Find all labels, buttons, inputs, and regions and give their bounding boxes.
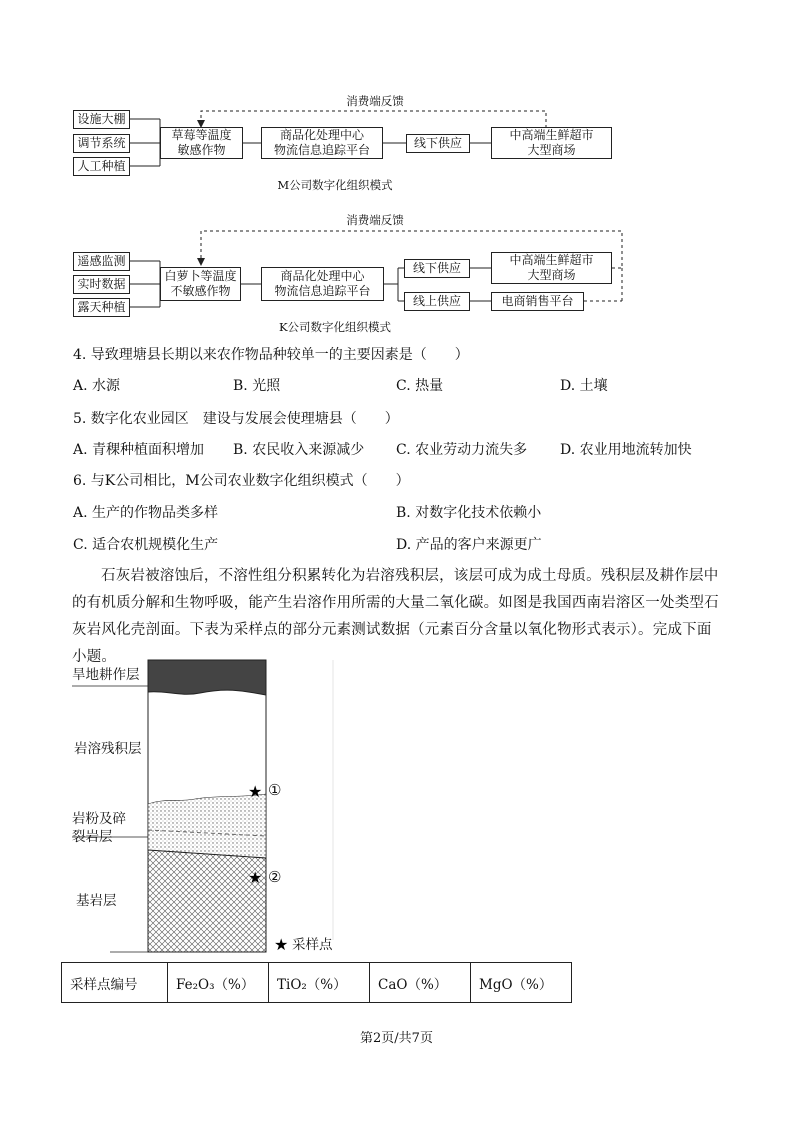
k-crop-box: 白萝卜等温度 不敏感作物: [160, 267, 241, 301]
layer-label-bedrock: 基岩层: [76, 893, 117, 909]
question-5-option-b[interactable]: B. 农民收入来源减少: [233, 442, 365, 458]
table-header-cell: 采样点编号: [62, 963, 168, 1003]
question-6-option-d[interactable]: D. 产品的客户来源更广: [396, 537, 542, 553]
m-input-regulation: 调节系统: [73, 134, 130, 153]
k-feedback-label: 消费端反馈: [346, 213, 404, 227]
question-5-option-a[interactable]: A. 青稞种植面积增加: [73, 442, 205, 458]
sample-point-2-star-icon: ★: [248, 868, 263, 887]
k-online-supply-box: 线上供应: [404, 292, 470, 311]
k-platform-box: 商品化处理中心 物流信息追踪平台: [261, 267, 384, 301]
table-header-row: [62, 963, 572, 1003]
question-6-option-c[interactable]: C. 适合农机规模化生产: [73, 537, 219, 553]
m-platform-box: 商品化处理中心 物流信息追踪平台: [261, 127, 383, 159]
m-feedback-label: 消费端反馈: [346, 94, 404, 108]
question-6-option-b[interactable]: B. 对数字化技术依赖小: [396, 505, 542, 521]
sample-data-table: [61, 962, 572, 1003]
sample-point-1-label: ①: [268, 781, 282, 799]
passage-text: 石灰岩被溶蚀后，不溶性组分积累转化为岩溶残积层，该层可成为成土母质。残积层及耕作层中的有机质分解和生物呼吸，能产生岩溶作用所需的大量二氧化碳。如图是我国西南岩溶区一处类型石灰岩风化壳剖面。下表为采样点的部分元素测试数据（元素百分含量以氧化物形式表示）。完成下面小题。: [72, 568, 719, 665]
m-offline-supply-box: 线下供应: [406, 134, 470, 153]
weathering-profile-figure: [0, 650, 420, 960]
k-ecommerce-box: 电商销售平台: [491, 292, 584, 311]
question-4-option-c[interactable]: C. 热量: [396, 378, 444, 394]
table-header-cell: CaO（%）: [370, 963, 471, 1003]
k-input-remote: 遥感监测: [73, 252, 130, 271]
m-input-facility: 设施大棚: [73, 110, 130, 129]
question-4-option-b[interactable]: B. 光照: [233, 378, 281, 394]
k-input-realtime: 实时数据: [73, 275, 130, 294]
layer-label-cultivated: 旱地耕作层: [72, 667, 140, 683]
sample-point-2-label: ②: [268, 868, 282, 886]
layer-label-residual: 岩溶残积层: [74, 741, 142, 757]
k-offline-supply-box: 线下供应: [404, 259, 470, 278]
layer-label-rock-powder: 岩粉及碎 裂岩层: [72, 811, 126, 845]
legend-star-icon: ★: [274, 935, 289, 954]
question-6-stem: 6. 与K公司相比，M公司农业数字化组织模式（ ）: [73, 473, 410, 489]
m-diagram-caption: M公司数字化组织模式: [277, 178, 393, 192]
table-header-cell: TiO₂（%）: [269, 963, 370, 1003]
question-6-option-a[interactable]: A. 生产的作物品类多样: [73, 505, 219, 521]
question-5-option-c[interactable]: C. 农业劳动力流失多: [396, 442, 528, 458]
question-5-stem: 5. 数字化农业园区 建设与发展会使理塘县（ ）: [73, 411, 399, 427]
m-market-box: 中高端生鲜超市 大型商场: [491, 127, 612, 159]
question-4-stem: 4. 导致理塘县长期以来农作物品种较单一的主要因素是（ ）: [73, 347, 469, 363]
table-header-cell: Fe₂O₃（%）: [168, 963, 269, 1003]
table-header-cell: MgO（%）: [471, 963, 572, 1003]
m-input-manual: 人工种植: [73, 157, 130, 176]
k-market-box: 中高端生鲜超市 大型商场: [491, 252, 612, 284]
k-diagram-caption: K公司数字化组织模式: [278, 320, 392, 334]
legend-sample-point-label: 采样点: [292, 937, 333, 953]
m-crop-box: 草莓等温度 敏感作物: [160, 127, 243, 159]
k-input-openfield: 露天种植: [73, 298, 130, 317]
sample-point-1-star-icon: ★: [248, 782, 263, 801]
question-5-option-d[interactable]: D. 农业用地流转加快: [560, 442, 692, 458]
question-4-option-a[interactable]: A. 水源: [73, 378, 121, 394]
page-footer: 第2页/共7页: [360, 1031, 433, 1046]
question-4-option-d[interactable]: D. 土壤: [560, 378, 608, 394]
